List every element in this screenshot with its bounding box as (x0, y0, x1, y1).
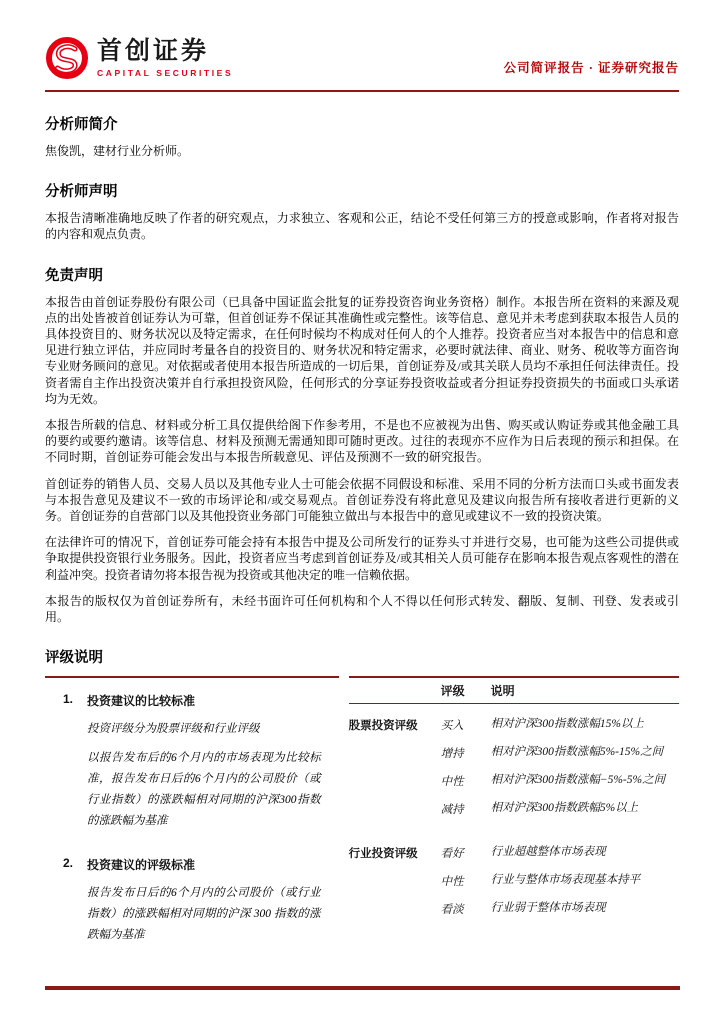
rating-row (349, 840, 679, 868)
rating-row (349, 796, 679, 824)
item-text: 报告发布日后的6个月内的公司股价（或行业指数）的涨跌幅相对同期的沪深 300 指数的涨跌幅为基准 (87, 887, 321, 942)
rating-category: 股票投资评级 (348, 720, 418, 733)
item-heading: 投资建议的评级标准 (87, 858, 196, 873)
rating-grades-header-row (349, 678, 679, 704)
rating-desc: 行业弱于整体市场表现 (490, 902, 606, 915)
capital-securities-logo-icon (45, 36, 89, 80)
rating-desc: 相对沪深300指数涨幅−5%-5%之间 (490, 774, 666, 787)
brand-name: 首创证券 (97, 37, 210, 66)
footer-accent-bar (45, 986, 680, 990)
rating-grade: 买入 (440, 720, 464, 733)
item-text: 以报告发布后的6个月内的市场表现为比较标准，报告发布日后的6个月内的公司股价（或行业指数）的涨跌幅相对同期的沪深300指数的涨跌幅为基准 (87, 752, 321, 828)
disclaimer-paragraph: 首创证券的销售人员、交易人员以及其他专业人士可能会依据不同假设和标准、采用不同的分析方法而口头或书面发表与本报告意见及建议不一致的市场评论和/或交易观点。首创证券没有将此意见及建议向报告所有接收者进行更新的义务。首创证券的自营部门以及其他投资业务部门可能独立做出与本报告中的意见或建议不一致的投资决策。 (45, 476, 679, 524)
disclaimer-paragraph: 本报告由首创证券股份有限公司（已具备中国证监会批复的证券投资咨询业务资格）制作。本报告所在资料的来源及观点的出处皆被首创证券认为可靠，但首创证券不保证其准确性或完整性。该等信息、意见并未考虑到获取本报告人员的具体投资目的、财务状况以及特定需求，在任何时候均不构成对任何人的个人推荐。投资者应当对本报告中的信息和意见进行独立评估，并应同时考量各自的投资目的、财务状况和特定需求，必要时就法律、商业、财务、税收等方面咨询专业财务顾问的意见。对依据或者使用本报告所造成的一切后果，首创证券及/或其关联人员均不承担任何法律责任。投资者需自主作出投资决策并自行承担投资风险，任何形式的分享证券投资收益或者分担证券投资损失的书面或口头承诺均为无效。 (45, 294, 679, 406)
rating-row (349, 868, 679, 896)
section-title-analyst-statement: 分析师声明 (45, 184, 118, 201)
rating-row (349, 740, 679, 768)
rating-grade: 看淡 (440, 904, 464, 917)
industry-rating-group (349, 840, 679, 924)
rating-row (349, 712, 679, 740)
rating-grade: 中性 (440, 776, 464, 789)
item-number: 1. (63, 692, 74, 707)
header-cell-grade: 评级 (440, 684, 465, 699)
rating-grade: 增持 (440, 748, 464, 761)
rating-desc: 相对沪深300指数跌幅5%以上 (490, 802, 639, 815)
rating-grade: 中性 (440, 876, 464, 889)
rating-standards-panel (45, 676, 339, 968)
item-number: 2. (63, 856, 74, 871)
rating-desc: 相对沪深300指数涨幅5%-15%之间 (490, 746, 664, 759)
item-text: 投资评级分为股票评级和行业评级 (87, 723, 260, 736)
rating-grade: 减持 (440, 804, 464, 817)
disclaimer-paragraph: 在法律许可的情况下，首创证券可能会持有本报告中提及公司所发行的证券头寸并进行交易，也可能为这些公司提供或争取提供投资银行业务服务。因此，投资者应当考虑到首创证券及/或其相关人员可能存在影响本报告观点客观性的潜在利益冲突。投资者请勿将本报告视为投资或其他决定的唯一信赖依据。 (45, 535, 679, 582)
header-cell-desc: 说明 (490, 684, 515, 699)
rating-grades-panel (349, 676, 679, 968)
rating-desc: 行业与整体市场表现基本持平 (490, 874, 641, 887)
analyst-statement-body: 本报告清晰准确地反映了作者的研究观点，力求独立、客观和公正，结论不受任何第三方的授意或影响，作者将对报告的内容和观点负责。 (45, 211, 679, 242)
report-type-label: 公司简评报告 · 证券研究报告 (503, 61, 679, 75)
rating-grade: 看好 (440, 848, 464, 861)
rating-row (349, 768, 679, 796)
section-title-analyst-intro: 分析师简介 (45, 117, 118, 133)
brand-name-english: CAPITAL SECURITIES (97, 67, 234, 78)
rating-standard-item (63, 854, 321, 954)
brand-logo (45, 36, 233, 80)
rating-category: 行业投资评级 (348, 848, 418, 861)
rating-desc: 相对沪深300指数涨幅15%以上 (490, 718, 644, 731)
rating-standard-item (63, 690, 321, 840)
analyst-intro-body: 焦俊凯，建材行业分析师。 (45, 144, 190, 158)
page-header (45, 36, 679, 80)
brand-text (97, 38, 233, 78)
section-title-rating: 评级说明 (45, 650, 103, 667)
rating-desc: 行业超越整体市场表现 (490, 846, 606, 859)
item-heading: 投资建议的比较标准 (87, 694, 196, 709)
header-divider (45, 90, 679, 92)
rating-row (349, 896, 679, 924)
rating-table (45, 676, 679, 968)
disclaimer-paragraph: 本报告所载的信息、材料或分析工具仅提供给阁下作参考用，不是也不应被视为出售、购买或认购证券或其他金融工具的要约或要约邀请。该等信息、材料及预测无需通知即可随时更改。过往的表现亦不应作为日后表现的预示和担保。在不同时期，首创证券可能会发出与本报告所载意见、评估及预测不一致的研究报告。 (45, 418, 679, 465)
disclaimer-paragraph: 本报告的版权仅为首创证券所有，未经书面许可任何机构和个人不得以任何形式转发、翻版、复制、刊登、发表或引用。 (45, 593, 679, 625)
section-title-disclaimer: 免责声明 (45, 267, 103, 284)
stock-rating-group (349, 712, 679, 824)
